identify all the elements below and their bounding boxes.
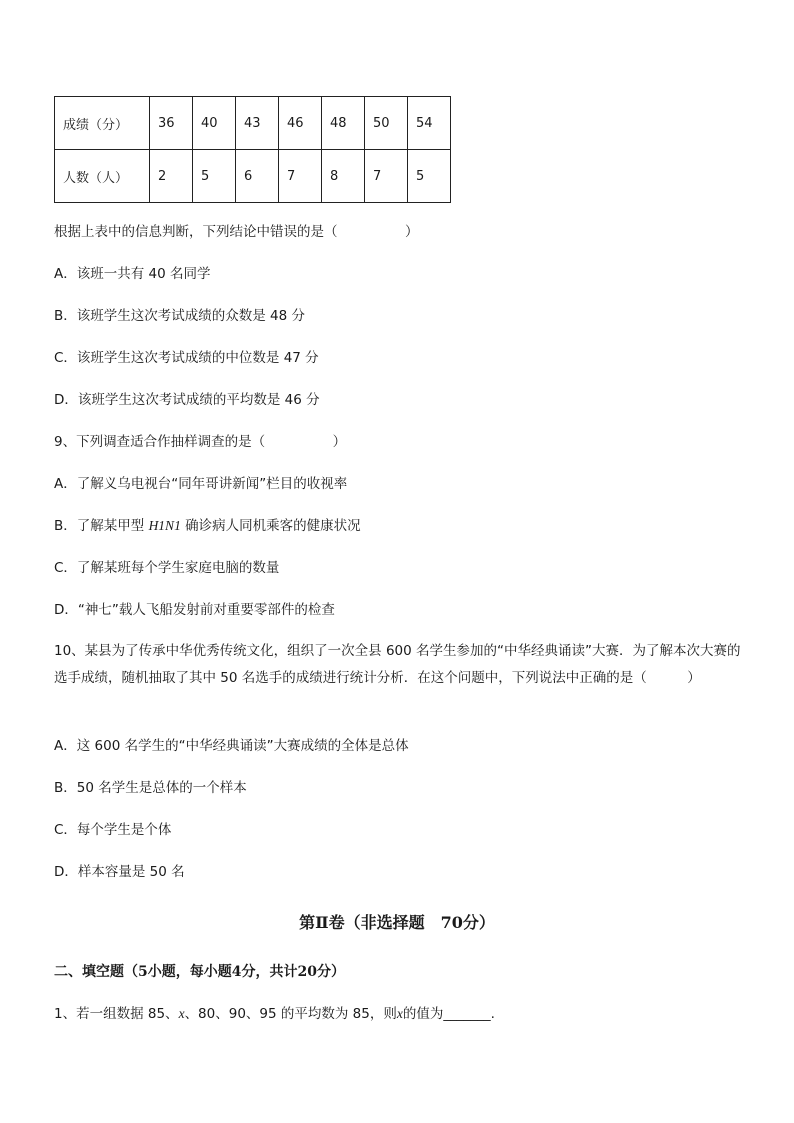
section-heading: 二、填空题（5小题，每小题4分，共计20分） [54,964,345,980]
option-d: D．“神七”载人飞船发射前对重要零部件的检查 [54,602,335,618]
table-cell: 43 [236,97,279,150]
option-d: D．该班学生这次考试成绩的平均数是 46 分 [54,392,320,408]
table-cell: 7 [279,150,322,203]
table-cell: 36 [150,97,193,150]
question-stem: 9、下列调查适合作抽样调查的是（ ） [54,434,347,450]
table-row [55,97,451,150]
option-d: D．样本容量是 50 名 [54,864,185,880]
option-c: C．每个学生是个体 [54,822,172,838]
option-text: B．了解某甲型 [54,518,145,534]
table-cell: 54 [408,97,451,150]
question-text: 的值为_______. [402,1006,495,1022]
question-stem: 根据上表中的信息判断，下列结论中错误的是（ ） [54,224,419,240]
table-cell: 50 [365,97,408,150]
table-row [55,150,451,203]
option-c: C．了解某班每个学生家庭电脑的数量 [54,560,280,576]
table-cell: 48 [322,97,365,150]
option-b: B．该班学生这次考试成绩的众数是 48 分 [54,308,306,324]
question-stem: 10、某县为了传承中华优秀传统文化，组织了一次全县 600 名学生参加的“中华经典诵读”大赛．为了解本次大赛的选手成绩，随机抽取了其中 50 名选手的成绩进行统计分析．在这个问题中，下列说法中正确的是（ ） [54,643,741,686]
question-text: 、80、90、95 的平均数为 85，则 [184,1006,397,1022]
table-cell: 5 [193,150,236,203]
table-cell: 7 [365,150,408,203]
option-a: A．了解义乌电视台“同年哥讲新闻”栏目的收视率 [54,476,348,492]
table-cell: 成绩（分） [55,97,150,150]
math-variable: x [178,1006,185,1021]
table-cell: 40 [193,97,236,150]
question-text: 1、若一组数据 85、 [54,1006,179,1022]
table-cell: 6 [236,150,279,203]
table-cell: 46 [279,97,322,150]
option-c: C．该班学生这次考试成绩的中位数是 47 分 [54,350,319,366]
option-text: 确诊病人同机乘客的健康状况 [185,518,361,534]
math-variable: H1N1 [148,518,181,533]
math-variable: x [396,1006,403,1021]
option-a: A．该班一共有 40 名同学 [54,266,211,282]
score-table [54,96,451,203]
section-title: 第Ⅱ卷（非选择题 70分） [299,913,495,932]
option-b [54,516,361,536]
table-cell: 2 [150,150,193,203]
option-b: B．50 名学生是总体的一个样本 [54,780,247,796]
table-cell: 8 [322,150,365,203]
fill-question [54,1004,495,1024]
table-cell: 5 [408,150,451,203]
option-a: A．这 600 名学生的“中华经典诵读”大赛成绩的全体是总体 [54,738,409,754]
table-cell: 人数（人） [55,150,150,203]
